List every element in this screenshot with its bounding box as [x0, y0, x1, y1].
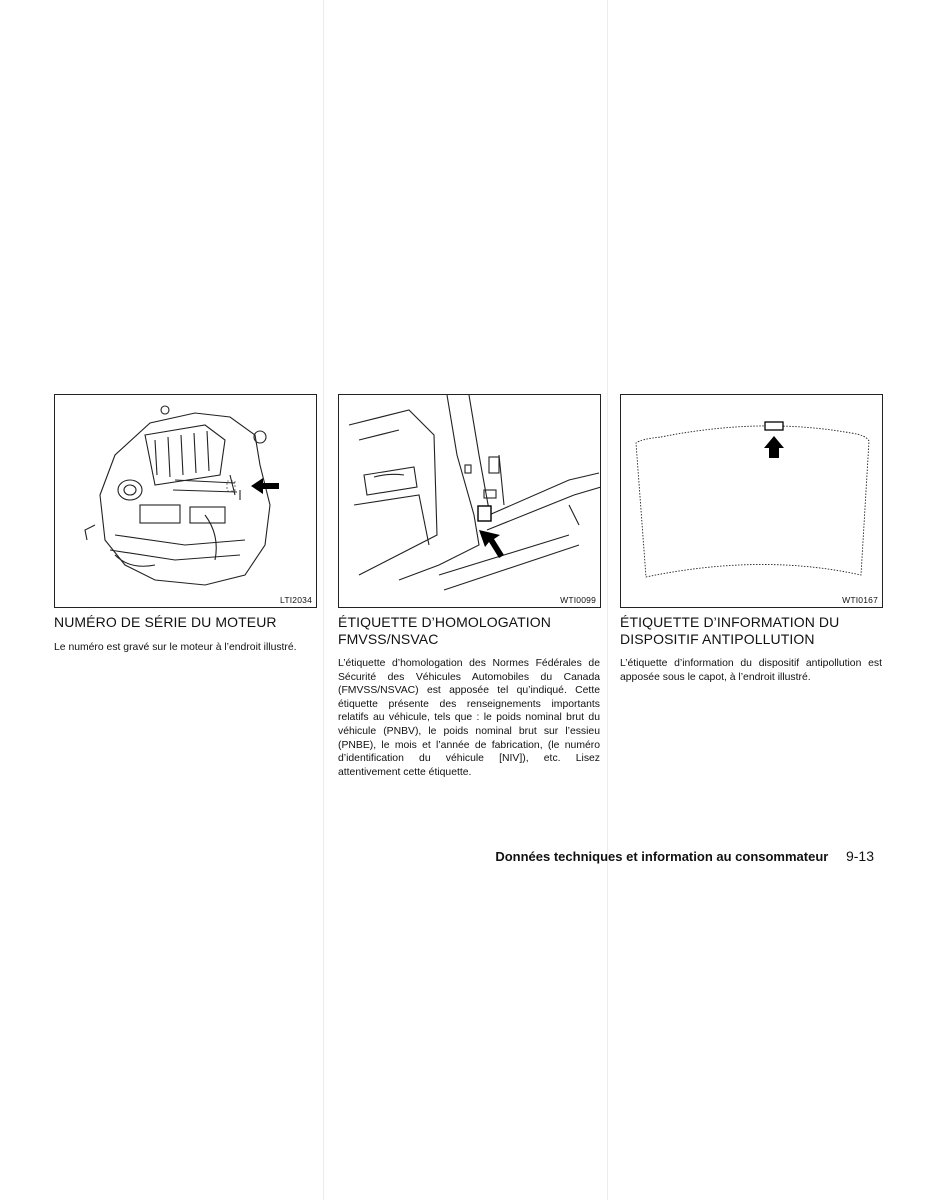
- column-guide-right: [607, 0, 608, 1200]
- hood-illustration: [621, 395, 883, 608]
- page-footer: [495, 848, 874, 864]
- title-line: FMVSS/NSVAC: [338, 631, 439, 647]
- hood-figure: [620, 394, 883, 608]
- door-pillar-illustration: [339, 395, 601, 608]
- section-title: [338, 614, 608, 648]
- engine-figure: [54, 394, 317, 608]
- title-line: NUMÉRO DE SÉRIE DU MOTEUR: [54, 614, 277, 630]
- page-number: 9-13: [845, 848, 874, 864]
- title-line: DISPOSITIF ANTIPOLLUTION: [620, 631, 815, 647]
- chapter-title: Données techniques et information au consommateur: [495, 849, 829, 864]
- engine-illustration: [55, 395, 317, 608]
- column-guide-left: [323, 0, 324, 1200]
- section-title: [620, 614, 890, 648]
- figure-code: LTI2034: [280, 595, 312, 605]
- door-pillar-figure: [338, 394, 601, 608]
- section-body: Le numéro est gravé sur le moteur à l’endroit illustré.: [54, 642, 297, 653]
- title-line: ÉTIQUETTE D’HOMOLOGATION: [338, 614, 551, 630]
- section-title: [54, 614, 324, 631]
- section-body: L’étiquette d’homologation des Normes Fédérales de Sécurité des Véhicules Automobiles du Canada (FMVSS/NSVAC) est apposée tel qu’indiqué. Cette étiquette présente des renseignements importants relatifs au véhicule, tels que : le poids nominal brut du véhicule (PNBV), le poids nominal brut sur l’essieu (PNBE), le mois et l’année de fabrication, (le numéro d’identification du véhicule [NIV]), etc. Lisez attentivement cette étiquette.: [338, 658, 600, 778]
- section-body: L’étiquette d’information du dispositif antipollution est apposée sous le capot, à l’endroit illustré.: [620, 658, 882, 683]
- title-line: ÉTIQUETTE D’INFORMATION DU: [620, 614, 840, 630]
- figure-code: WTI0167: [842, 595, 878, 605]
- figure-code: WTI0099: [560, 595, 596, 605]
